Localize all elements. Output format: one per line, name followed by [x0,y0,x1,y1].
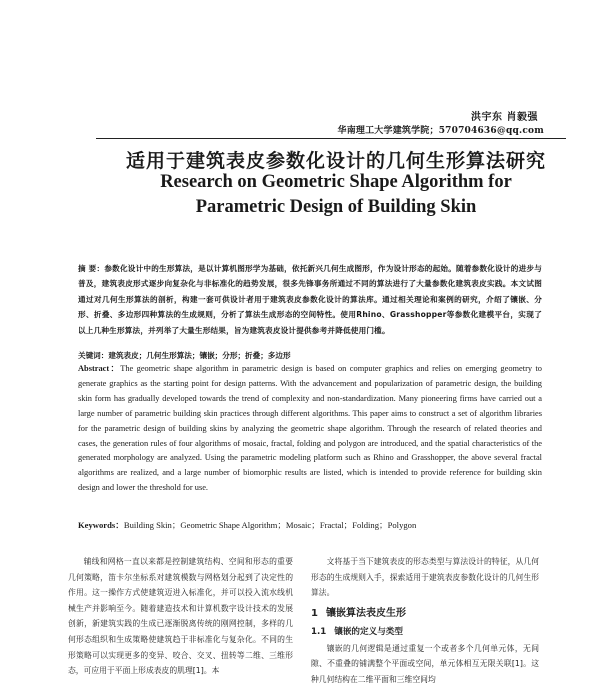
abstract-chinese [78,261,542,338]
body-column-left [68,554,293,679]
body-paragraph: 镶嵌的几何逻辑是通过重复一个或者多个几何单元体，无间隙、不重叠的铺满整个平面或空间，单元体相互无限关联[1]。这种几何结构在二维平面和三维空间均 [311,643,539,684]
title-english-line1: Research on Geometric Shape Algorithm for [160,172,512,192]
body-column-right [311,554,539,688]
section-title: 镶嵌算法表皮生形 [325,607,406,619]
body-paragraph: 辅线和网格一直以来都是控制建筑结构、空间和形态的重要几何策略，笛卡尔坐标系对建筑模数与网格划分起到了决定性的作用。这一操作方式使建筑迈进入标准化，并可以投入流水线机械生产并影响至今。随着建造技术和计算机数字设计技术的发展创新，新建筑实践的生成已逐渐脱离传统的刚网控制，多样的几何形态组织和生成策略使建筑趋于非标准化与复杂化。不同的生形策略可以实现更多的变异、咬合、交叉、扭转等二维、三维形态，可应用于平面上形成表皮的肌理[1]。本 [68,557,293,676]
affiliation: 华南理工大学建筑学院；570704636@qq.com [337,126,544,136]
abstract-english [78,362,542,496]
title-english-line2: Parametric Design of Building Skin [195,197,477,217]
keywords-cn-label: 关键词： [78,351,109,360]
keywords-en-label: Keywords： [78,520,124,530]
section-number: 1 [311,607,318,619]
header-rule [96,138,566,139]
title-chinese: 适用于建筑表皮参数化设计的几何生形算法研究 [125,150,546,172]
keywords-chinese [78,348,542,363]
abstract-en-label: Abstract： [78,364,121,373]
abstract-cn-text: 参数化设计中的生形算法，是以计算机图形学为基础，依托新兴几何生成图形，作为设计形态的起始。随着参数化设计的进步与普及，建筑表皮形式逐步向复杂化与非标准化的趋势发展，很多先锋事务所通过不同的算法进行了大量参数化建筑表皮实践。本文试图通过对几何生形算法的剖析，构建一套可供设计者用于建筑表皮参数化设计的算法库。通过相关理论和案例的研究，介绍了镶嵌、分形、折叠、多边形四种算法的生成规则，分析了算法生成形态的空间特性。使用Rhino、Grasshopper等参数化建模平台，实现了以上几种生形算法，并列举了大量生形结果，旨为建筑表皮设计提供参考并降低使用门槛。 [78,264,542,335]
keywords-english [78,518,542,532]
abstract-en-text: The geometric shape algorithm in parametric design is based on computer graphics and relies on emerging geometry to generate graphics as the starting point for design patterns. With the advancement and popularization of parametric design, the building skin form has gradually developed towards the trend of complexity and non-standardization. Many pioneering firms have carried out a large number of parametric building skin practices through different algorithms. This paper aims to construct a set of algorithm libraries for the parametric design of building skins by analyzing the geometric shape algorithm. Through the research of related theories and cases, the generation rules of four algorithms of mosaic, fractal, folding and polygon are introduced, and the spatial characteristics of the generated morphology are analyzed. Using the parametric modeling platform such as Rhino and Grasshopper, the above several fractal algorithms are realized, and a large number of biomorphic results are listed, which is intended to provide reference for building skin design and lower the threshold for use. [78,364,542,493]
section-heading [311,607,539,621]
abstract-cn-label: 摘 要： [78,264,105,273]
subsection-heading [311,625,539,639]
keywords-cn-text: 建筑表皮；几何生形算法；镶嵌；分形；折叠；多边形 [108,351,291,360]
body-paragraph: 文将基于当下建筑表皮的形态类型与算法设计的特征，从几何形态的生成规则入手，探索适用于建筑表皮参数化设计的几何生形算法。 [311,557,539,598]
subsection-title: 镶嵌的定义与类型 [334,626,403,637]
keywords-en-text: Building Skin；Geometric Shape Algorithm；Mosaic；Fractal；Folding；Polygon [123,520,417,530]
authors: 洪宇东 肖毅强 [471,112,538,123]
subsection-number: 1.1 [311,626,327,637]
